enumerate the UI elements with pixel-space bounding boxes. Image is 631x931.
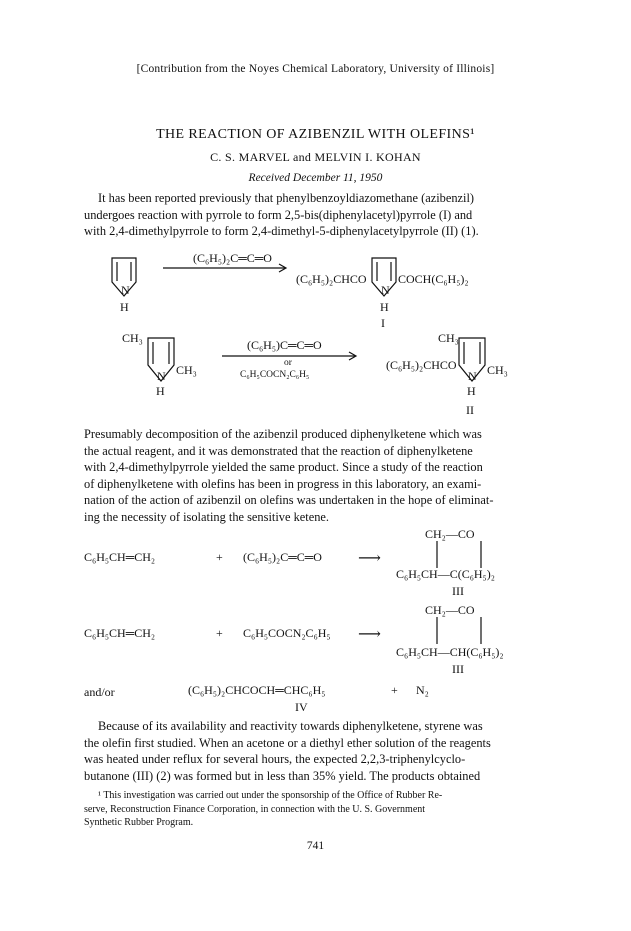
journal-header: [Contribution from the Noyes Chemical Laboratory, University of Illinois] — [136, 63, 495, 75]
scheme1-ring-n: N — [121, 283, 130, 297]
scheme2-ring-n: N — [157, 369, 166, 383]
article-title: THE REACTION OF AZIBENZIL WITH OLEFINS¹ — [156, 127, 475, 142]
compound-label-II: II — [466, 403, 474, 417]
text-line: with 2,4-dimethylpyrrole yielded the same product. Since a study of the reaction — [84, 460, 483, 474]
compound-label-III-b: III — [452, 662, 464, 676]
text-line: Because of its availability and reactivity towards diphenylketene, styrene was — [98, 719, 483, 733]
compound-label-IV: IV — [295, 700, 308, 714]
text-line: Presumably decomposition of the azibenzil produced diphenylketene which was — [84, 427, 482, 441]
scheme3-ring-bottom: C₆H₅CH—C(C₆H₅)₂ — [396, 567, 495, 581]
page-number: 741 — [306, 840, 325, 852]
footnote — [84, 789, 546, 830]
text-line: was heated under reflux for several hours, the expected 2,2,3-triphenylcyclo- — [84, 752, 466, 766]
scheme2-reagent-bottom: C₆H₅COCN₂C₆H₅ — [240, 370, 310, 380]
compound-label-III: III — [452, 584, 464, 598]
scheme2-reagent-top: (C₆H₅)C═C═O — [247, 338, 322, 352]
scheme3-arrow: ⟶ — [358, 550, 381, 567]
scheme4-alt-plus: + — [391, 683, 398, 697]
scheme4-arrow: ⟶ — [358, 626, 381, 643]
text-line: the olefin first studied. When an acetone or a diethyl ether solution of the reagents — [84, 735, 491, 750]
footnote-line: ¹ This investigation was carried out under the sponsorship of the Office of Rubber Re- — [98, 790, 443, 801]
scheme3-plus: + — [216, 550, 223, 564]
scheme4-ring-bottom: C₆H₅CH—CH(C₆H₅)₂ — [396, 645, 504, 659]
scheme3-ring-top: CH₂—CO — [425, 527, 475, 541]
scheme2-product-ch3-side: CH₃ — [487, 363, 508, 377]
scheme4-reactant1: C₆H₅CH═CH₂ — [84, 626, 156, 640]
scheme1-reagent: (C₆H₅)₂C═C═O — [193, 251, 272, 265]
scheme2-ch3-side: CH₃ — [176, 363, 197, 377]
scheme2-reagent-or: or — [284, 358, 292, 368]
scheme4-andor: and/or — [84, 685, 115, 699]
text-line: nation of the action of azibenzil on olefins was undertaken in the hope of eliminat- — [84, 493, 494, 507]
scheme4-reactant2: C₆H₅COCN₂C₆H₅ — [243, 626, 331, 640]
text-line: It has been reported previously that phenylbenzoyldiazomethane (azibenzil) — [98, 191, 475, 205]
scheme1-product-n: N — [381, 283, 390, 297]
scheme1-product-left: (C₆H₅)₂CHCO — [296, 272, 367, 286]
footnote-line: serve, Reconstruction Finance Corporation, in connection with the U. S. Government — [84, 803, 426, 815]
closing-paragraph — [84, 718, 546, 784]
scheme4-alt-product: (C₆H₅)₂CHCOCH═CHC₆H₅ — [188, 683, 326, 697]
scheme2-product-n: N — [468, 369, 477, 383]
scheme2-product-left: (C₆H₅)₂CHCO — [386, 358, 457, 372]
scheme2-product-ch3-top: CH₃ — [438, 331, 459, 345]
scheme3-reactant1: C₆H₅CH═CH₂ — [84, 550, 156, 564]
text-line: undergoes reaction with pyrrole to form 2,5-bis(diphenylacetyl)pyrrole (I) and — [84, 207, 473, 222]
received-date: Received December 11, 1950 — [248, 172, 383, 184]
scheme4-ring-top: CH₂—CO — [425, 603, 475, 617]
scheme4-alt-n2: N₂ — [416, 683, 429, 697]
authors: C. S. MARVEL and MELVIN I. KOHAN — [210, 150, 421, 164]
scheme1-product-right: COCH(C₆H₅)₂ — [398, 272, 469, 286]
text-line: ing the necessity of isolating the sensitive ketene. — [84, 509, 329, 524]
scheme1-ring-h: H — [120, 300, 129, 314]
discussion-paragraph — [84, 426, 546, 525]
compound-label-I: I — [381, 316, 385, 330]
scheme4-plus: + — [216, 626, 223, 640]
text-line: the actual reagent, and it was demonstrated that the reaction of diphenylketene — [84, 443, 473, 458]
scheme2-ch3-top: CH₃ — [122, 331, 143, 345]
scheme1-product-h: H — [380, 300, 389, 314]
text-line: with 2,4-dimethylpyrrole to form 2,4-dimethyl-5-diphenylacetylpyrrole (II) (1). — [84, 224, 479, 238]
footnote-line: Synthetic Rubber Program. — [84, 817, 194, 828]
scheme2-product-h: H — [467, 384, 476, 398]
text-line: of diphenylketene with olefins has been in progress in this laboratory, an exami- — [84, 476, 482, 491]
text-line: butanone (III) (2) was formed but in less than 35% yield. The products obtained — [84, 768, 481, 783]
scheme2-ring-h: H — [156, 384, 165, 398]
scheme3-reactant2: (C₆H₅)₂C═C═O — [243, 550, 322, 564]
